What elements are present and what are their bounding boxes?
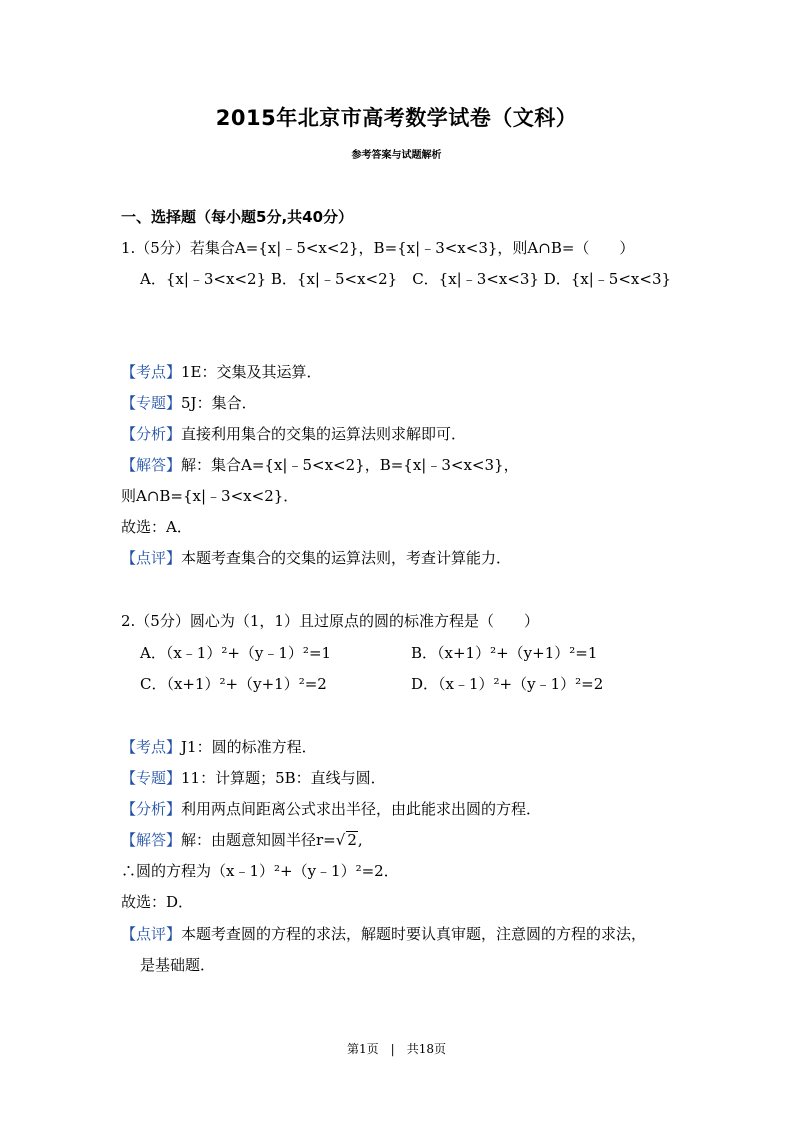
q2-therefore: ∴圆的方程为（x﹣1）²+（y﹣1）²=2．: [121, 862, 399, 880]
dianping-label: 【点评】: [121, 549, 182, 567]
jieda-label: 【解答】: [121, 831, 182, 849]
q2-stem: 2.（5分）圆心为（1，1）且过原点的圆的标准方程是（ ）: [121, 612, 539, 630]
q2-dianping: [121, 924, 646, 944]
zhuanti-label: 【专题】: [121, 769, 182, 787]
dianping-label: 【点评】: [121, 925, 182, 943]
zhuanti-text: 11：计算题；5B：直线与圆．: [181, 769, 386, 787]
fenxi-label: 【分析】: [121, 425, 182, 443]
q1-options: A．{x|﹣3<x<2} B．{x|﹣5<x<2} C．{x|﹣3<x<3} D．{x|﹣5<x<3}: [140, 270, 672, 288]
fenxi-text: 直接利用集合的交集的运算法则求解即可．: [181, 425, 467, 443]
q2-option-b: B．（x+1）²+（y+1）²=1: [411, 644, 598, 662]
kaodian-label: 【考点】: [121, 738, 182, 756]
jieda-label: 【解答】: [121, 456, 182, 474]
q2-option-d: D．（x﹣1）²+（y﹣1）²=2: [411, 675, 604, 693]
page-footer: 第1页 | 共18页: [347, 1042, 446, 1056]
sqrt-radicand: 2: [347, 831, 357, 849]
q2-option-c: C．（x+1）²+（y+1）²=2: [140, 675, 327, 693]
q1-zhuanti: [121, 393, 257, 413]
dianping-text: 本题考查圆的方程的求法，解题时要认真审题，注意圆的方程的求法，: [181, 925, 647, 943]
fenxi-text: 利用两点间距离公式求出半径，由此能求出圆的方程．: [181, 800, 542, 818]
q1-dianping: [121, 548, 511, 568]
q2-kaodian: [121, 737, 317, 757]
kaodian-text: J1：圆的标准方程．: [181, 738, 317, 756]
jieda-text: 解：集合A={x|﹣5<x<2}，B={x|﹣3<x<3}，: [181, 456, 519, 474]
dianping-text: 本题考查集合的交集的运算法则，考查计算能力．: [181, 549, 512, 567]
section-heading: 一、选择题（每小题5分,共40分）: [121, 208, 354, 226]
kaodian-text: 1E：交集及其运算．: [181, 363, 322, 381]
q1-stem: 1.（5分）若集合A={x|﹣5<x<2}，B={x|﹣3<x<3}，则A∩B=（ ）: [121, 239, 635, 257]
q2-zhuanti: [121, 768, 386, 788]
q2-jieda: [121, 830, 363, 850]
sqrt-sign: √: [335, 831, 346, 849]
q2-dianping-line2: 是基础题．: [140, 956, 216, 974]
fenxi-label: 【分析】: [121, 800, 182, 818]
page-title: 2015年北京市高考数学试卷（文科）: [215, 106, 578, 130]
jieda-text: 解：由题意知圆半径r=: [181, 831, 336, 849]
page-subtitle: 参考答案与试题解析: [351, 150, 442, 161]
q2-answer: 故选：D．: [121, 893, 194, 911]
q2-option-a: A．（x﹣1）²+（y﹣1）²=1: [140, 644, 332, 662]
zhuanti-label: 【专题】: [121, 394, 182, 412]
q2-fenxi: [121, 799, 541, 819]
q1-kaodian: [121, 362, 322, 382]
kaodian-label: 【考点】: [121, 363, 182, 381]
zhuanti-text: 5J：集合．: [181, 394, 257, 412]
q1-jieda-line2: 则A∩B={x|﹣3<x<2}．: [121, 487, 299, 505]
jieda-comma: ,: [357, 831, 363, 849]
q1-fenxi: [121, 424, 466, 444]
q1-answer: 故选：A．: [121, 518, 192, 536]
q1-jieda: [121, 455, 519, 475]
